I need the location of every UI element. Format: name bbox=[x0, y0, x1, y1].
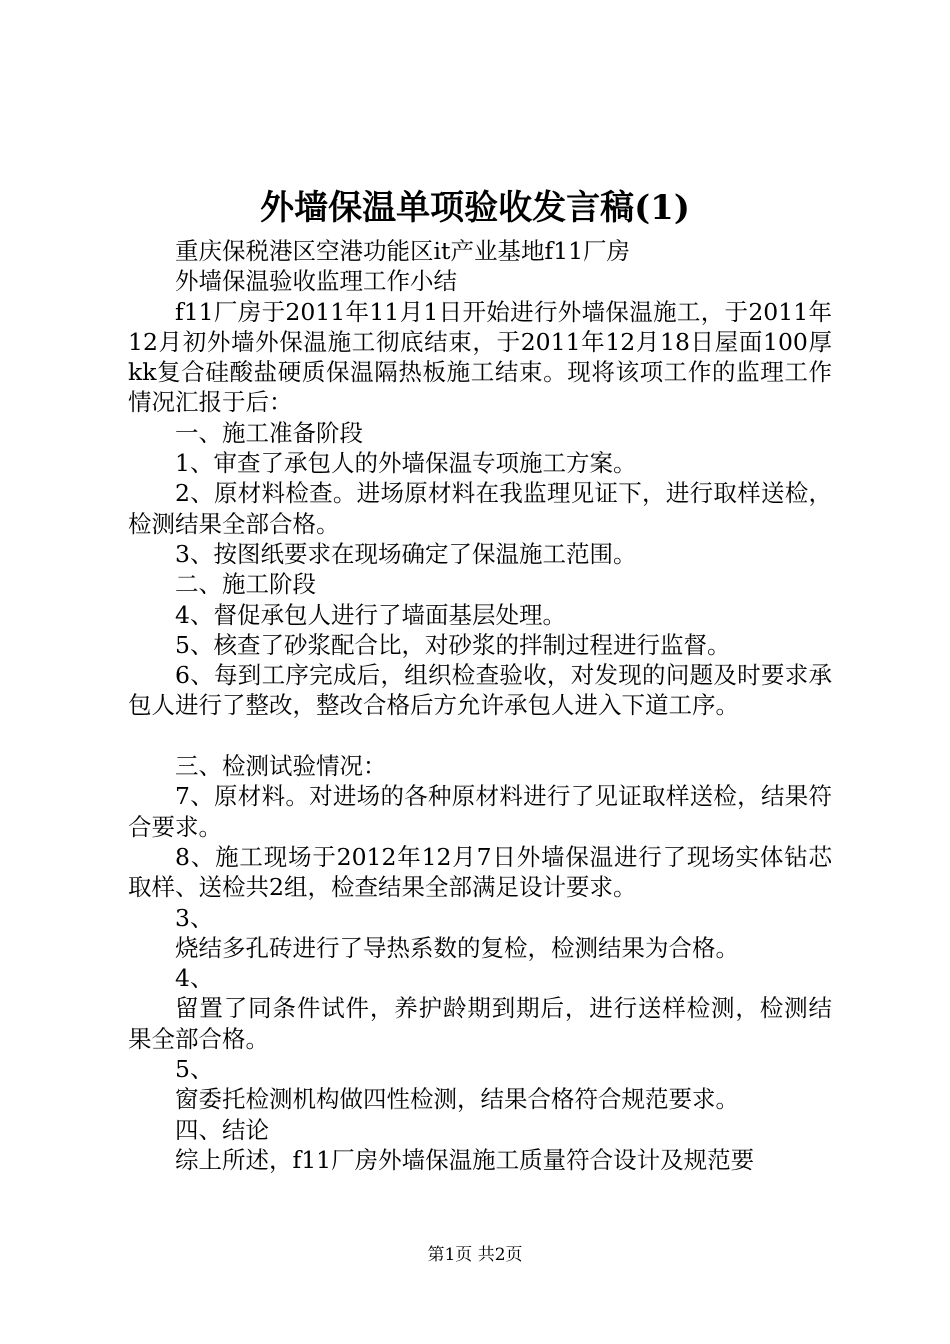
page-footer: 第1页 共2页 bbox=[427, 1245, 523, 1265]
paragraph-conclusion: 综上所述，f11厂房外墙保温施工质量符合设计及规范要 bbox=[175, 1145, 755, 1174]
list-item: 8、施工现场于2012年12月7日外墙保温进行了现场实体钻芯取样、送检共2组，检查结果全部满足设计要求。 bbox=[128, 842, 832, 902]
list-item: 烧结多孔砖进行了导热系数的复检，检测结果为合格。 bbox=[175, 933, 739, 962]
list-item: 1、审查了承包人的外墙保温专项施工方案。 bbox=[175, 449, 637, 478]
section-heading-conclusion: 四、结论 bbox=[175, 1115, 269, 1144]
section-heading-construction: 二、施工阶段 bbox=[175, 570, 316, 599]
list-item-number: 3、 bbox=[175, 903, 214, 932]
list-item: 窗委托检测机构做四性检测，结果合格符合规范要求。 bbox=[175, 1085, 739, 1114]
list-item: 留置了同条件试件，养护龄期到期后，进行送样检测，检测结果全部合格。 bbox=[128, 994, 832, 1053]
paragraph-subtitle: 外墙保温验收监理工作小结 bbox=[175, 267, 457, 296]
list-item: 6、每到工序完成后，组织检查验收，对发现的问题及时要求承包人进行了整改，整改合格后方允许承包人进入下道工序。 bbox=[128, 661, 832, 720]
list-item: 3、按图纸要求在现场确定了保温施工范围。 bbox=[175, 539, 637, 568]
paragraph-spacer bbox=[128, 721, 832, 751]
document-title: 外墙保温单项验收发言稿(1) bbox=[260, 188, 690, 228]
section-heading-preparation: 一、施工准备阶段 bbox=[175, 418, 363, 447]
list-item: 2、原材料检查。进场原材料在我监理见证下，进行取样送检，检测结果全部合格。 bbox=[128, 479, 832, 538]
list-item-number: 4、 bbox=[175, 964, 214, 993]
paragraph-intro: f11厂房于2011年11月1日开始进行外墙保温施工，于2011年12月初外墙外保温施工彻底结束，于2011年12月18日屋面100厚kk复合硅酸盐硬质保温隔热板施工结束。现将该项工作的监理工作情况汇报于后： bbox=[128, 297, 832, 417]
paragraph-project-name: 重庆保税港区空港功能区it产业基地f11厂房 bbox=[175, 237, 631, 265]
section-heading-testing: 三、检测试验情况： bbox=[175, 752, 387, 781]
list-item-number: 5、 bbox=[175, 1055, 214, 1084]
document-body bbox=[128, 236, 832, 1175]
list-item: 5、核查了砂浆配合比，对砂浆的拌制过程进行监督。 bbox=[175, 630, 731, 659]
list-item: 4、督促承包人进行了墙面基层处理。 bbox=[175, 600, 566, 629]
list-item: 7、原材料。对进场的各种原材料进行了见证取样送检，结果符合要求。 bbox=[128, 782, 832, 841]
